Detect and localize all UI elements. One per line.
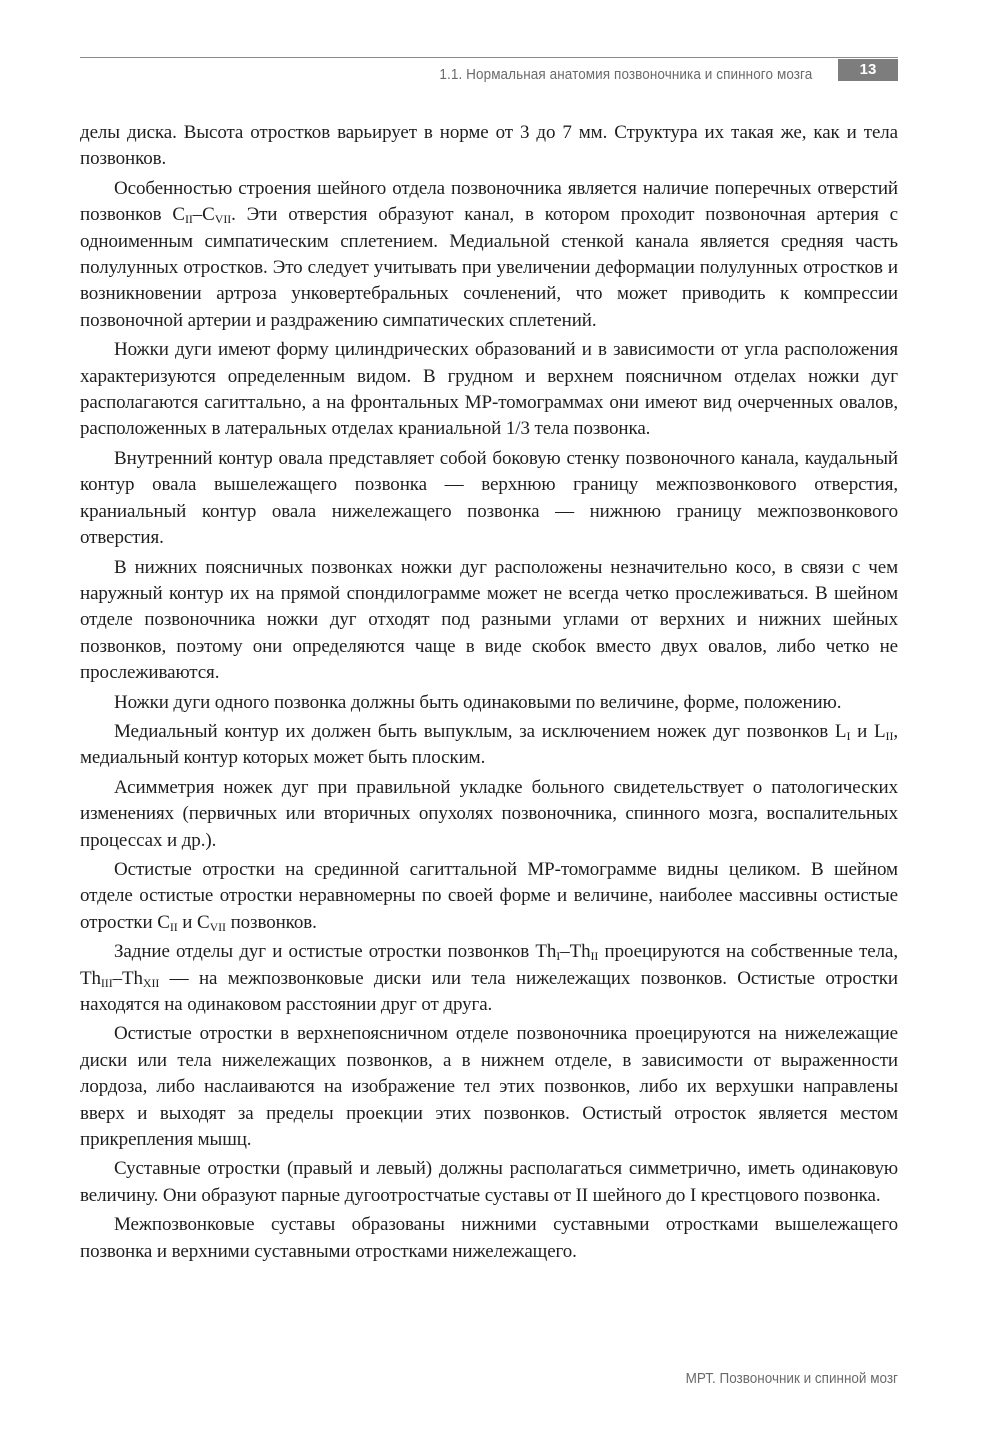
running-footer: МРТ. Позвоночник и спинной мозг bbox=[685, 1370, 898, 1387]
header-title: 1.1. Нормальная анатомия позвоночника и спинного мозга bbox=[439, 66, 812, 83]
paragraph-11-text: Остистые отростки в верхнепоясничном отделе позвоночника проецируются на нижележащие диски или тела нижележащих позвонков, а в нижнем отделе, в зависимости от выраженности лордоза, либо наслаиваются на изображение тел этих позвонков, либо их верхушки направлены вверх и выходят за пределы проекции этих позвонков. Остистый отросток является местом прикрепления мышц. bbox=[80, 1023, 898, 1151]
subscript: VII bbox=[209, 919, 226, 934]
paragraph-5-text: В нижних поясничных позвонках ножки дуг расположены незначительно косо, в связи с чем наружный контур их на прямой спондилограмме может не всегда четко прослеживаться. В шейном отделе позвоночника ножки дуг отходят под разными углами от верхних и нижних шейных позвонков, поэтому они определяются чаще в виде скобок вместо двух овалов, либо четко не прослеживаются. bbox=[80, 556, 898, 684]
paragraph-7-part-a: Медиальный контур их должен быть выпуклым, за исключением ножек дуг позвонков L bbox=[114, 720, 847, 742]
paragraph-13 bbox=[80, 1212, 898, 1265]
paragraph-5 bbox=[80, 555, 898, 687]
paragraph-3-text: Ножки дуги имеют форму цилиндрических образований и в зависимости от угла расположения характеризуются определенным видом. В грудном и верхнем поясничном отделах ножки дуг располагаются сагиттально, а на фронтальных МР-томограммах они имеют вид очерченных овалов, расположенных в латеральных отделах краниальной 1/3 тела позвонка. bbox=[80, 339, 898, 440]
subscript: XII bbox=[142, 975, 160, 990]
paragraph-9-part-b: и C bbox=[177, 911, 210, 933]
paragraph-1-text: делы диска. Высота отростков варьирует в норме от 3 до 7 мм. Структура их такая же, как и тела позвонков. bbox=[80, 122, 898, 170]
subscript: II bbox=[184, 212, 193, 227]
paragraph-10-part-b: –Th bbox=[560, 941, 591, 963]
paragraph-2-part-b: –C bbox=[192, 204, 215, 226]
subscript: II bbox=[590, 949, 599, 964]
body-text bbox=[80, 120, 898, 1265]
subscript: I bbox=[846, 728, 851, 743]
paragraph-11 bbox=[80, 1021, 898, 1153]
paragraph-8 bbox=[80, 775, 898, 854]
paragraph-10-part-a: Задние отделы дуг и остистые отростки позвонков Th bbox=[114, 941, 557, 963]
paragraph-2 bbox=[80, 176, 898, 334]
paragraph-8-text: Асимметрия ножек дуг при правильной укладке больного свидетельствует о патологических изменениях (первичных или вторичных опухолях позвоночника, спинного мозга, воспалительных процессах и др.). bbox=[80, 776, 898, 851]
subscript: II bbox=[885, 728, 894, 743]
subscript: VII bbox=[214, 212, 232, 227]
paragraph-9-part-c: позвонков. bbox=[225, 911, 317, 933]
running-header bbox=[80, 57, 898, 88]
paragraph-10-part-d: –Th bbox=[112, 967, 143, 989]
subscript: I bbox=[556, 949, 561, 964]
paragraph-6-text: Ножки дуги одного позвонка должны быть одинаковыми по величине, форме, положению. bbox=[114, 691, 842, 713]
paragraph-7-part-b: и L bbox=[850, 720, 886, 742]
paragraph-10 bbox=[80, 939, 898, 1018]
paragraph-9 bbox=[80, 857, 898, 936]
paragraph-9-part-a: Остистые отростки на срединной сагиттальной МР-томограмме видны целиком. В шейном отделе остистые отростки неравномерны по своей форме и величине, наиболее массивны остистые отростки C bbox=[80, 858, 898, 933]
paragraph-7 bbox=[80, 719, 898, 772]
paragraph-7-part-c: , медиальный контур которых может быть плоским. bbox=[80, 720, 898, 769]
subscript: III bbox=[100, 975, 113, 990]
paragraph-12 bbox=[80, 1156, 898, 1209]
subscript: II bbox=[169, 919, 178, 934]
paragraph-12-text: Суставные отростки (правый и левый) должны располагаться симметрично, иметь одинаковую величину. Они образуют парные дугоотростчатые суставы от II шейного до I крестцового позвонка. bbox=[80, 1158, 898, 1206]
paragraph-4 bbox=[80, 446, 898, 552]
paragraph-1 bbox=[80, 120, 898, 173]
paragraph-2-part-c: . Эти отверстия образуют канал, в котором проходит позвоночная артерия с одноименным симпатическим сплетением. Медиальной стенкой канала является средняя часть полулунных отростков. Это следует учитывать при увеличении деформации полулунных отростков и возникновении артроза унковертебральных сочленений, что может приводить к компрессии позвоночной артерии и раздражению симпатических сплетений. bbox=[80, 204, 898, 331]
paragraph-2-part-a: Особенностью строения шейного отдела позвоночника является наличие поперечных отверстий позвонков C bbox=[80, 177, 898, 226]
paragraph-13-text: Межпозвонковые суставы образованы нижними суставными отростками вышележащего позвонка и верхними суставными отростками нижележащего. bbox=[80, 1214, 898, 1262]
paragraph-3 bbox=[80, 337, 898, 443]
paragraph-4-text: Внутренний контур овала представляет собой боковую стенку позвоночного канала, каудальный контур овала вышележащего позвонка — верхнюю границу межпозвонкового отверстия, краниальный контур овала нижележащего позвонка — нижнюю границу межпозвонкового отверстия. bbox=[80, 447, 898, 549]
paragraph-6 bbox=[80, 690, 898, 716]
paragraph-10-part-e: — на межпозвонковые диски или тела нижележащих позвонков. Остистые отростки находятся на одинаковом расстоянии друг от друга. bbox=[80, 967, 898, 1015]
page-number: 13 bbox=[838, 59, 898, 81]
paragraph-10-part-c: проецируются на собственные тела, Th bbox=[80, 941, 898, 989]
